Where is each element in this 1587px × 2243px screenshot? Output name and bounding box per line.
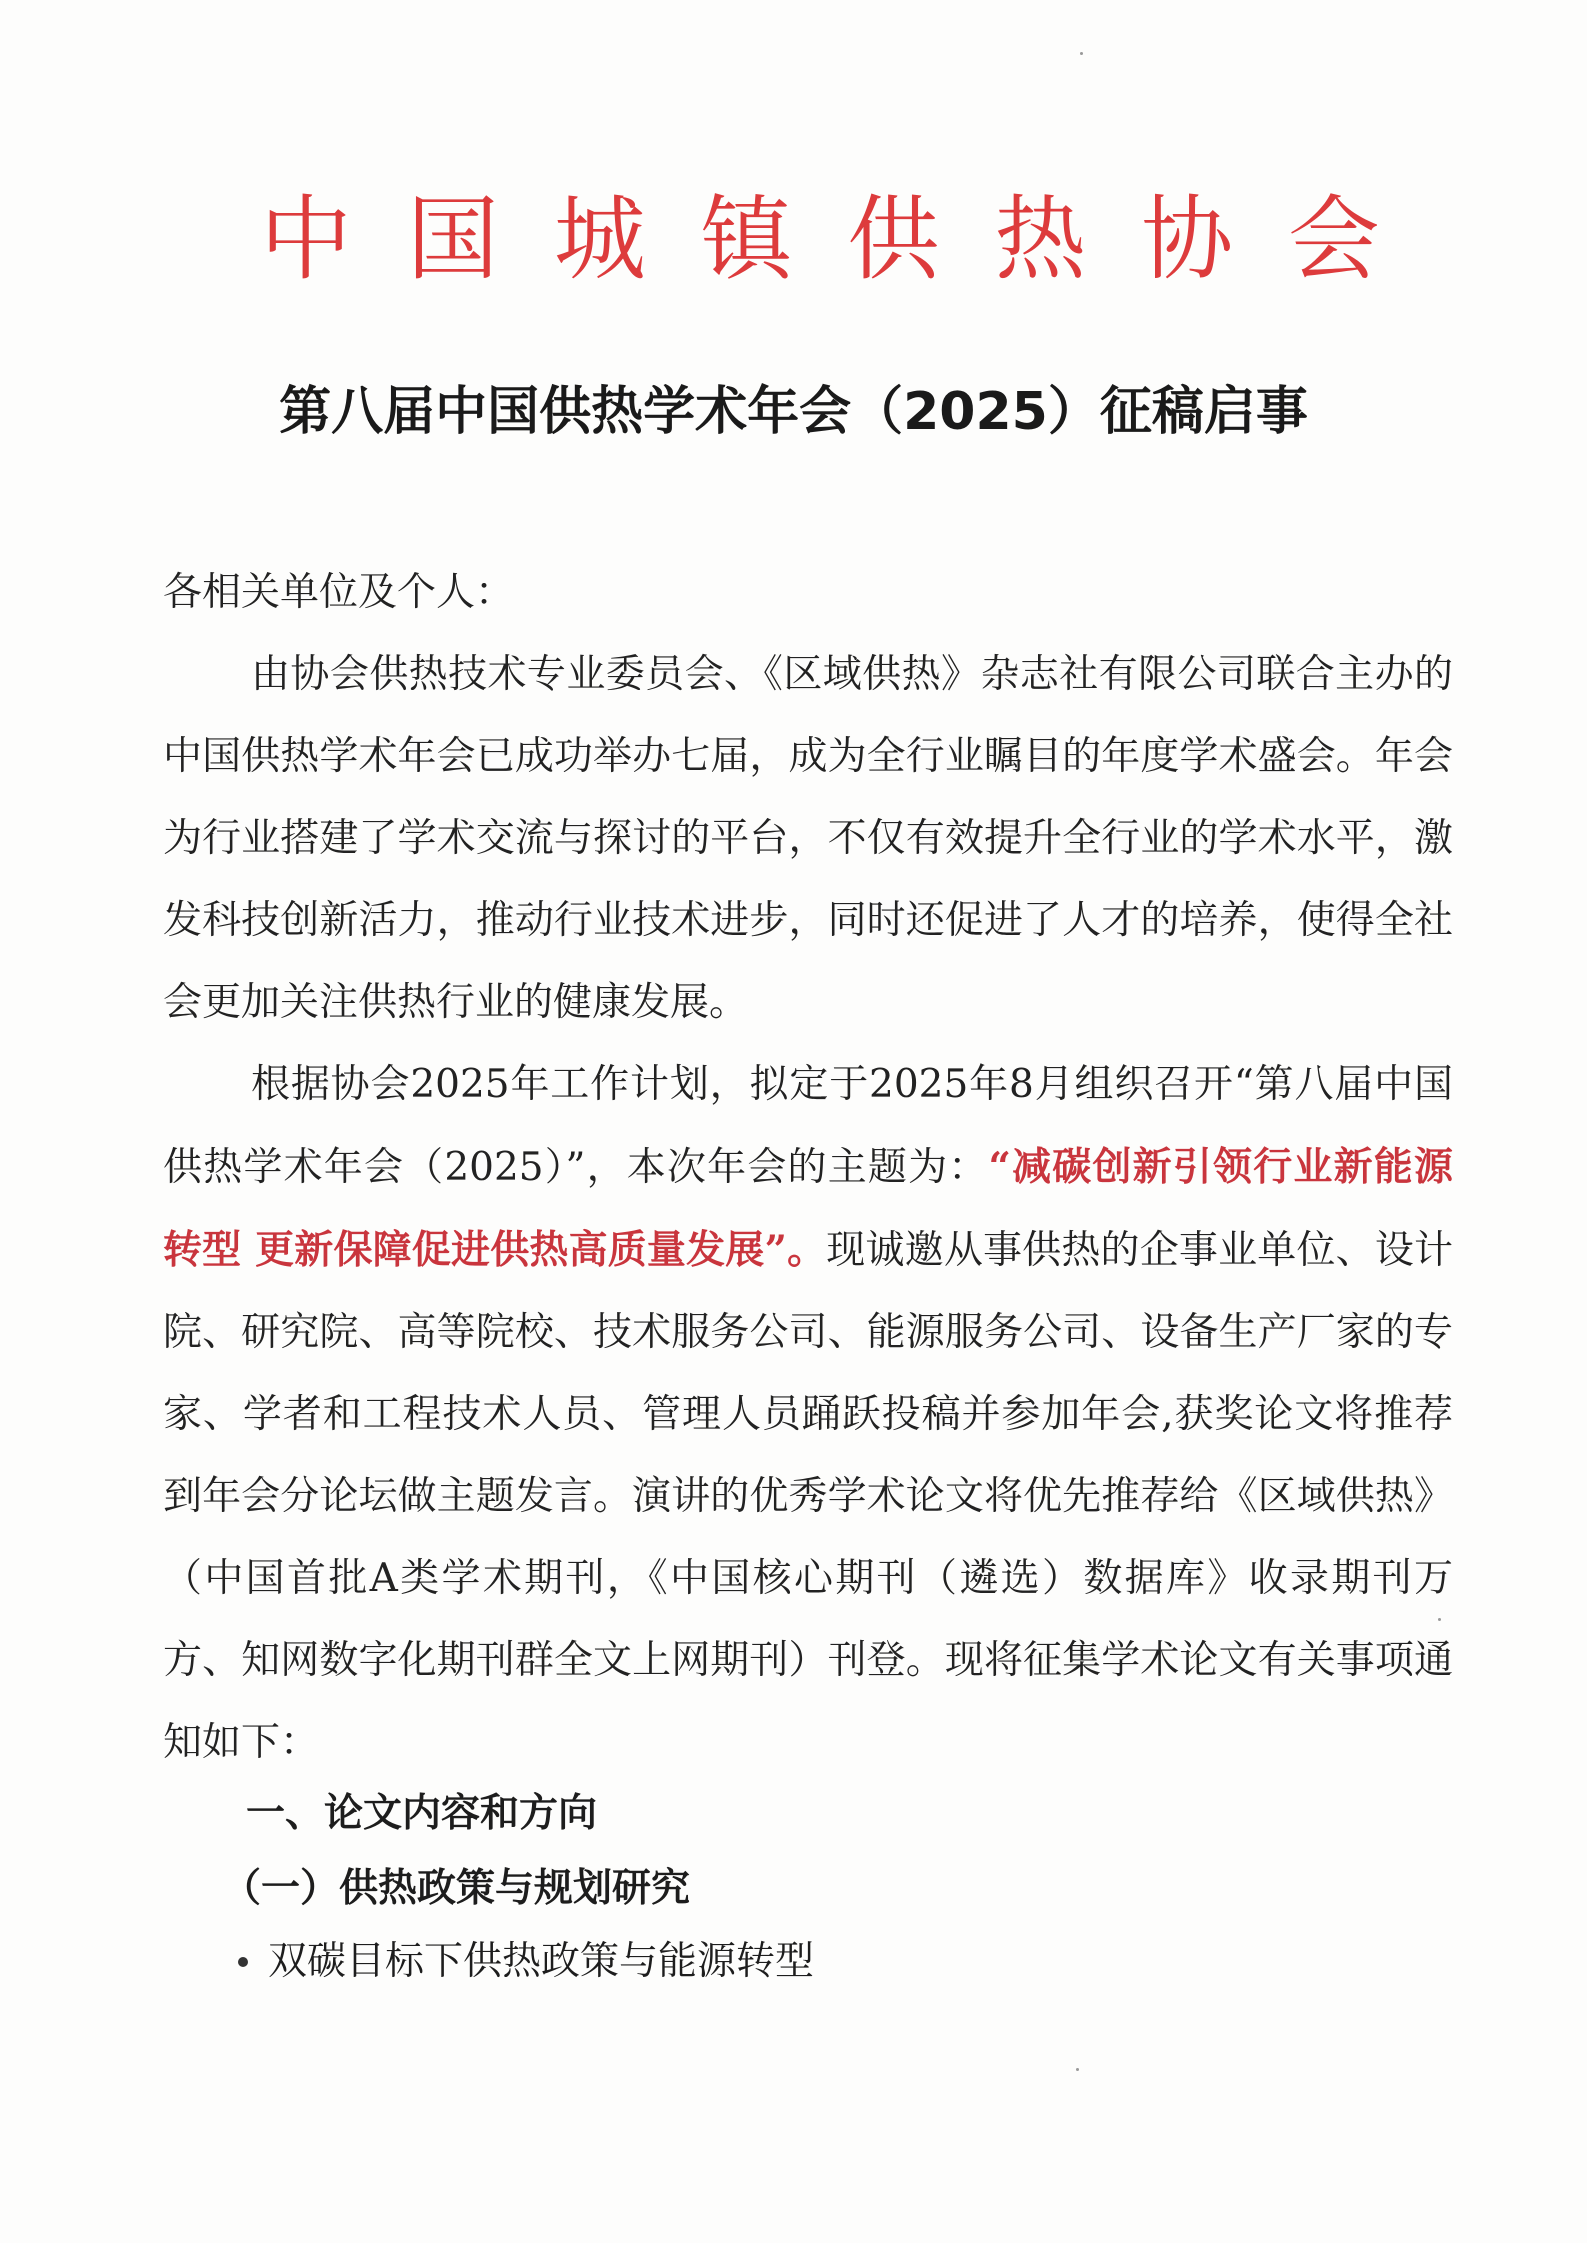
- letterhead-char: 城: [553, 186, 646, 293]
- document-title: 第八届中国供热学术年会（2025）征稿启事: [279, 382, 1308, 442]
- letterhead-char: 中: [260, 186, 353, 293]
- letterhead-char: 镇: [700, 186, 793, 293]
- subsection-heading: （一）供热政策与规划研究: [222, 1866, 691, 1911]
- paragraph-intro: 由协会供热技术专业委员会、《区域供热》杂志社有限公司联合主办的中国供热学术年会已成功举办七届，成为全行业瞩目的年度学术盛会。年会为行业搭建了学术交流与探讨的平台，不仅有效提升全行业的学术水平，激发科技创新活力，推动行业技术进步，同时还促进了人才的培养，使得全社会更加关注供热行业的健康发展。: [163, 652, 1453, 1025]
- list-item: [238, 1934, 814, 1990]
- bullet-icon: [238, 1957, 248, 1967]
- letterhead-char: 国: [406, 186, 499, 293]
- letterhead-char: 热: [994, 186, 1087, 293]
- paragraph-lead: 根据协会2025年工作计划，拟定于2025年8月组织召开“第八届中国供热学术年会（2025）”，本次年会的主题为：: [163, 1062, 1453, 1190]
- letterhead-char: 会: [1287, 186, 1380, 293]
- letterhead-char: 供: [847, 186, 940, 293]
- paragraph-call-for-papers: [163, 1044, 1453, 1784]
- list-item-text: 双碳目标下供热政策与能源转型: [268, 1939, 815, 1984]
- salutation: 各相关单位及个人：: [163, 570, 515, 615]
- section-heading: 一、论文内容和方向: [246, 1791, 598, 1836]
- conference-theme: “减碳创新引领行业新能源转型 更新保障促进供热高质量发展”。: [163, 1144, 1453, 1273]
- scan-speck: [1076, 2068, 1079, 2071]
- document-body: [163, 552, 1453, 1784]
- scan-speck: [1438, 1618, 1441, 1621]
- letterhead-char: 协: [1141, 186, 1234, 293]
- scan-speck: [1080, 52, 1083, 55]
- paragraph-rest: 现诚邀从事供热的企事业单位、设计院、研究院、高等院校、技术服务公司、能源服务公司、设备生产厂家的专家、学者和工程技术人员、管理人员踊跃投稿并参加年会,获奖论文将推荐到年会分论坛做主题发言。演讲的优秀学术论文将优先推荐给《区域供热》（中国首批A类学术期刊，《中国核心期刊（遴选）数据库》收录期刊万方、知网数字化期刊群全文上网期刊）刊登。现将征集学术论文有关事项通知如下：: [163, 1228, 1453, 1765]
- letterhead: [260, 186, 1380, 293]
